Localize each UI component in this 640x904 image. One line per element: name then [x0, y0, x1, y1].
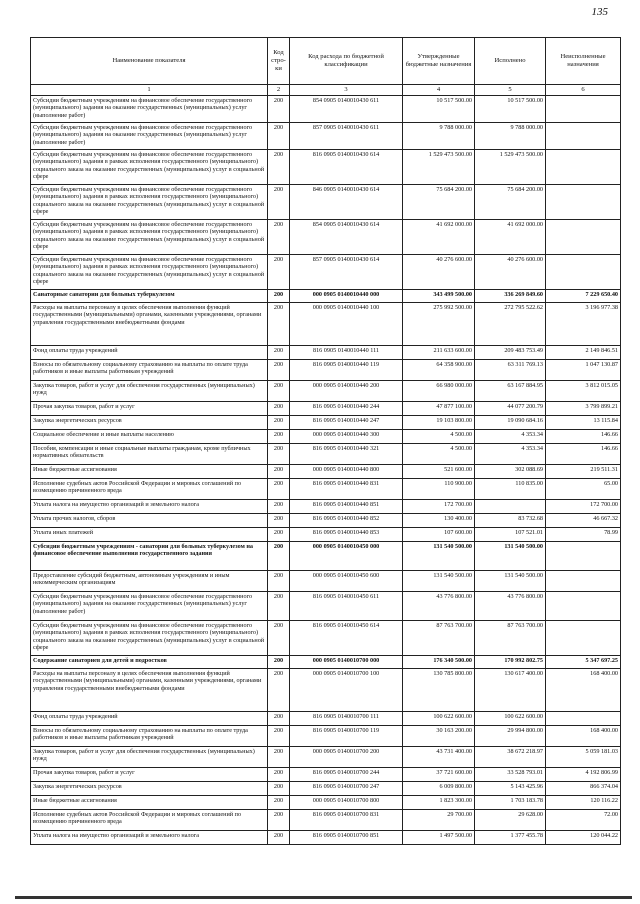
row-approved-amount: 172 700.00	[403, 500, 475, 514]
row-budget-code: 854 0905 0140010430 614	[290, 220, 403, 255]
row-budget-code: 816 0905 0140010700 247	[290, 782, 403, 796]
table-row	[31, 416, 621, 430]
row-budget-code: 816 0905 0140010700 119	[290, 726, 403, 747]
row-budget-code: 816 0905 0140010700 111	[290, 712, 403, 726]
row-approved-amount: 64 358 900.00	[403, 360, 475, 381]
table-row	[31, 303, 621, 346]
row-approved-amount: 87 763 700.00	[403, 621, 475, 656]
column-number: 4	[403, 85, 475, 96]
table-row	[31, 810, 621, 831]
row-line-code: 200	[268, 542, 290, 571]
row-line-code: 200	[268, 592, 290, 621]
table-row	[31, 96, 621, 123]
table-row	[31, 528, 621, 542]
row-name: Закупка товаров, работ и услуг для обеспечения государственных (муниципальных) нужд	[31, 747, 268, 768]
row-approved-amount: 47 877 100.00	[403, 402, 475, 416]
row-name: Прочая закупка товаров, работ и услуг	[31, 768, 268, 782]
row-unexecuted-amount: 1 047 130.87	[546, 360, 621, 381]
row-budget-code: 816 0905 0140010450 614	[290, 621, 403, 656]
row-line-code: 200	[268, 782, 290, 796]
row-line-code: 200	[268, 123, 290, 150]
row-approved-amount: 131 540 500.00	[403, 571, 475, 592]
row-executed-amount: 63 167 884.95	[475, 381, 546, 402]
row-approved-amount: 30 163 200.00	[403, 726, 475, 747]
row-line-code: 200	[268, 796, 290, 810]
row-line-code: 200	[268, 747, 290, 768]
row-budget-code: 000 0905 0140010450 600	[290, 571, 403, 592]
row-executed-amount: 10 517 500.00	[475, 96, 546, 123]
row-line-code: 200	[268, 290, 290, 303]
row-name: Закупка энергетических ресурсов	[31, 782, 268, 796]
row-approved-amount: 110 900.00	[403, 479, 475, 500]
row-name: Закупка энергетических ресурсов	[31, 416, 268, 430]
row-name: Субсидии бюджетным учреждениям на финансовое обеспечение государственного (муниципального) задания на оказание государственных (муниципальных) услуг (выполнение работ)	[31, 96, 268, 123]
row-name: Субсидии бюджетным учреждениям на финансовое обеспечение государственного (муниципального) задания в рамках исполнения государственного (муниципального) социального заказа на оказание государственных (муниципальных) услуг в социальной сфере	[31, 185, 268, 220]
table-header-row	[31, 38, 621, 85]
column-number: 3	[290, 85, 403, 96]
header-budget-code: Код расхода по бюджетной классификации	[290, 38, 403, 85]
row-unexecuted-amount	[546, 592, 621, 621]
row-budget-code: 846 0905 0140010430 614	[290, 185, 403, 220]
table-row	[31, 185, 621, 220]
row-name: Взносы по обязательному социальному страхованию на выплаты по оплате труда работников и иные выплаты работникам учреждений	[31, 360, 268, 381]
row-executed-amount: 1 703 183.78	[475, 796, 546, 810]
row-executed-amount: 4 353.34	[475, 444, 546, 465]
row-executed-amount: 38 672 218.97	[475, 747, 546, 768]
row-approved-amount: 131 540 500.00	[403, 542, 475, 571]
row-approved-amount: 100 622 600.00	[403, 712, 475, 726]
table-row	[31, 465, 621, 479]
row-budget-code: 000 0905 0140010440 200	[290, 381, 403, 402]
row-approved-amount: 211 633 600.00	[403, 346, 475, 360]
row-executed-amount: 29 994 800.00	[475, 726, 546, 747]
row-line-code: 200	[268, 621, 290, 656]
row-line-code: 200	[268, 726, 290, 747]
row-line-code: 200	[268, 416, 290, 430]
row-unexecuted-amount: 3 196 977.38	[546, 303, 621, 346]
row-executed-amount: 170 992 802.75	[475, 656, 546, 669]
table-row	[31, 542, 621, 571]
scan-bottom-edge	[15, 896, 632, 899]
table-row	[31, 444, 621, 465]
row-unexecuted-amount	[546, 96, 621, 123]
table-row	[31, 831, 621, 845]
row-name: Фонд оплаты труда учреждений	[31, 712, 268, 726]
row-approved-amount: 66 980 000.00	[403, 381, 475, 402]
row-budget-code: 816 0905 0140010440 111	[290, 346, 403, 360]
row-name: Исполнение судебных актов Российской Федерации и мировых соглашений по возмещению причиненного вреда	[31, 810, 268, 831]
row-unexecuted-amount: 3 812 015.05	[546, 381, 621, 402]
header-executed: Исполнено	[475, 38, 546, 85]
row-line-code: 200	[268, 465, 290, 479]
table-row	[31, 571, 621, 592]
row-budget-code: 816 0905 0140010450 611	[290, 592, 403, 621]
row-unexecuted-amount: 72.00	[546, 810, 621, 831]
row-line-code: 200	[268, 479, 290, 500]
row-line-code: 200	[268, 444, 290, 465]
row-name: Субсидии бюджетным учреждениям на финансовое обеспечение государственного (муниципального) задания в рамках исполнения государственного (муниципального) социального заказа на оказание государственных (муниципальных) услуг в социальной сфере	[31, 220, 268, 255]
row-approved-amount: 43 731 400.00	[403, 747, 475, 768]
row-executed-amount: 75 684 200.00	[475, 185, 546, 220]
row-unexecuted-amount: 5 059 181.03	[546, 747, 621, 768]
row-name: Социальное обеспечение и иные выплаты населению	[31, 430, 268, 444]
row-budget-code: 816 0905 0140010700 831	[290, 810, 403, 831]
row-budget-code: 000 0905 0140010440 100	[290, 303, 403, 346]
table-row	[31, 796, 621, 810]
row-approved-amount: 343 499 500.00	[403, 290, 475, 303]
header-code: Код стро-ки	[268, 38, 290, 85]
row-unexecuted-amount: 120 116.22	[546, 796, 621, 810]
table-row	[31, 123, 621, 150]
table-row	[31, 621, 621, 656]
row-executed-amount: 63 311 769.13	[475, 360, 546, 381]
row-budget-code: 816 0905 0140010440 853	[290, 528, 403, 542]
table-row	[31, 255, 621, 290]
row-name: Пособия, компенсации и иные социальные выплаты гражданам, кроме публичных нормативных обязательств	[31, 444, 268, 465]
row-approved-amount: 6 009 800.00	[403, 782, 475, 796]
row-unexecuted-amount: 866 374.04	[546, 782, 621, 796]
row-line-code: 200	[268, 712, 290, 726]
row-approved-amount: 4 500.00	[403, 444, 475, 465]
row-approved-amount: 521 600.00	[403, 465, 475, 479]
row-line-code: 200	[268, 571, 290, 592]
row-unexecuted-amount	[546, 571, 621, 592]
row-unexecuted-amount: 168 400.00	[546, 726, 621, 747]
row-name: Закупка товаров, работ и услуг для обеспечения государственных (муниципальных) нужд	[31, 381, 268, 402]
row-budget-code: 816 0905 0140010440 247	[290, 416, 403, 430]
column-number: 5	[475, 85, 546, 96]
row-name: Субсидии бюджетным учреждениям на финансовое обеспечение государственного (муниципального) задания в рамках исполнения государственного (муниципального) социального заказа на оказание государственных (муниципальных) услуг в социальной сфере	[31, 621, 268, 656]
row-budget-code: 816 0905 0140010440 321	[290, 444, 403, 465]
table-row	[31, 479, 621, 500]
row-executed-amount: 4 353.34	[475, 430, 546, 444]
row-name: Уплата иных платежей	[31, 528, 268, 542]
row-budget-code: 816 0905 0140010440 244	[290, 402, 403, 416]
row-unexecuted-amount: 120 044.22	[546, 831, 621, 845]
row-name: Фонд оплаты труда учреждений	[31, 346, 268, 360]
row-executed-amount: 272 795 522.62	[475, 303, 546, 346]
row-budget-code: 000 0905 0140010700 000	[290, 656, 403, 669]
row-executed-amount: 19 090 684.16	[475, 416, 546, 430]
row-approved-amount: 107 600.00	[403, 528, 475, 542]
row-name: Прочая закупка товаров, работ и услуг	[31, 402, 268, 416]
row-approved-amount: 176 340 500.00	[403, 656, 475, 669]
row-budget-code: 816 0905 0140010700 244	[290, 768, 403, 782]
row-name: Субсидии бюджетным учреждениям на финансовое обеспечение государственного (муниципального) задания на оказание государственных (муниципальных) услуг (выполнение работ)	[31, 123, 268, 150]
table-row	[31, 381, 621, 402]
row-name: Исполнение судебных актов Российской Федерации и мировых соглашений по возмещению причиненного вреда	[31, 479, 268, 500]
table-row	[31, 712, 621, 726]
row-executed-amount: 40 276 600.00	[475, 255, 546, 290]
row-executed-amount: 1 377 455.78	[475, 831, 546, 845]
row-name: Уплата прочих налогов, сборов	[31, 514, 268, 528]
row-budget-code: 816 0905 0140010440 119	[290, 360, 403, 381]
row-executed-amount: 87 763 700.00	[475, 621, 546, 656]
row-executed-amount: 41 692 000.00	[475, 220, 546, 255]
table-body	[31, 96, 621, 845]
row-name: Предоставление субсидий бюджетным, автономным учреждениям и иным некоммерческим организациям	[31, 571, 268, 592]
row-budget-code: 000 0905 0140010440 800	[290, 465, 403, 479]
row-approved-amount: 41 692 000.00	[403, 220, 475, 255]
row-approved-amount: 75 684 200.00	[403, 185, 475, 220]
table-row	[31, 514, 621, 528]
row-name: Взносы по обязательному социальному страхованию на выплаты по оплате труда работников и иные выплаты работникам учреждений	[31, 726, 268, 747]
row-line-code: 200	[268, 255, 290, 290]
header-name: Наименование показателя	[31, 38, 268, 85]
row-unexecuted-amount	[546, 185, 621, 220]
row-budget-code: 000 0905 0140010440 300	[290, 430, 403, 444]
page-number: 135	[591, 6, 608, 18]
row-line-code: 200	[268, 346, 290, 360]
table-row	[31, 782, 621, 796]
row-executed-amount: 131 540 500.00	[475, 542, 546, 571]
row-unexecuted-amount: 219 511.31	[546, 465, 621, 479]
row-line-code: 200	[268, 150, 290, 185]
row-approved-amount: 130 785 800.00	[403, 669, 475, 712]
row-unexecuted-amount: 2 149 846.51	[546, 346, 621, 360]
row-executed-amount: 33 528 793.01	[475, 768, 546, 782]
column-number: 6	[546, 85, 621, 96]
row-name: Санаторные санатории для больных туберкулезом	[31, 290, 268, 303]
row-executed-amount	[475, 500, 546, 514]
column-number-row	[31, 85, 621, 96]
row-name: Уплата налога на имущество организаций и земельного налога	[31, 500, 268, 514]
table-row	[31, 500, 621, 514]
table-row	[31, 747, 621, 768]
row-name: Субсидии бюджетным учреждениям - санатории для больных туберкулезом на финансовое обеспечение выполнения государственного задания	[31, 542, 268, 571]
column-number: 2	[268, 85, 290, 96]
row-executed-amount: 44 077 200.79	[475, 402, 546, 416]
row-executed-amount: 5 143 425.96	[475, 782, 546, 796]
row-executed-amount: 110 835.00	[475, 479, 546, 500]
row-budget-code: 000 0905 0140010450 000	[290, 542, 403, 571]
row-budget-code: 000 0905 0140010700 800	[290, 796, 403, 810]
row-budget-code: 857 0905 0140010430 614	[290, 255, 403, 290]
row-executed-amount: 100 622 600.00	[475, 712, 546, 726]
row-approved-amount: 37 721 600.00	[403, 768, 475, 782]
budget-execution-table	[30, 37, 621, 845]
table-row	[31, 768, 621, 782]
row-unexecuted-amount	[546, 255, 621, 290]
row-approved-amount: 275 992 500.00	[403, 303, 475, 346]
row-unexecuted-amount: 168 400.00	[546, 669, 621, 712]
row-budget-code: 816 0905 0140010440 851	[290, 500, 403, 514]
table-row	[31, 430, 621, 444]
row-unexecuted-amount: 46 667.32	[546, 514, 621, 528]
row-unexecuted-amount	[546, 712, 621, 726]
row-unexecuted-amount	[546, 123, 621, 150]
row-executed-amount: 302 088.69	[475, 465, 546, 479]
row-line-code: 200	[268, 768, 290, 782]
table-row	[31, 290, 621, 303]
table-row	[31, 220, 621, 255]
row-line-code: 200	[268, 381, 290, 402]
row-executed-amount: 131 540 500.00	[475, 571, 546, 592]
row-name: Содержание санаториев для детей и подростков	[31, 656, 268, 669]
row-unexecuted-amount: 65.00	[546, 479, 621, 500]
row-unexecuted-amount: 3 799 899.21	[546, 402, 621, 416]
row-executed-amount: 336 269 849.60	[475, 290, 546, 303]
row-executed-amount: 209 483 753.49	[475, 346, 546, 360]
row-line-code: 200	[268, 831, 290, 845]
row-unexecuted-amount: 13 115.84	[546, 416, 621, 430]
row-approved-amount: 9 788 000.00	[403, 123, 475, 150]
row-name: Субсидии бюджетным учреждениям на финансовое обеспечение государственного (муниципального) задания в рамках исполнения государственного (муниципального) социального заказа на оказание государственных (муниципальных) услуг в социальной сфере	[31, 255, 268, 290]
row-name: Субсидии бюджетным учреждениям на финансовое обеспечение государственного (муниципального) задания на оказание государственных (муниципальных) услуг (выполнение работ)	[31, 592, 268, 621]
header-approved: Утвержденные бюджетные назначения	[403, 38, 475, 85]
row-budget-code: 816 0905 0140010440 831	[290, 479, 403, 500]
row-unexecuted-amount	[546, 542, 621, 571]
row-line-code: 200	[268, 810, 290, 831]
row-budget-code: 857 0905 0140010430 611	[290, 123, 403, 150]
row-unexecuted-amount: 146.66	[546, 444, 621, 465]
row-budget-code: 000 0905 0140010440 000	[290, 290, 403, 303]
row-line-code: 200	[268, 430, 290, 444]
row-approved-amount: 4 500.00	[403, 430, 475, 444]
row-approved-amount: 19 103 800.00	[403, 416, 475, 430]
row-executed-amount: 107 521.01	[475, 528, 546, 542]
row-line-code: 200	[268, 360, 290, 381]
row-line-code: 200	[268, 656, 290, 669]
row-line-code: 200	[268, 500, 290, 514]
row-approved-amount: 40 276 600.00	[403, 255, 475, 290]
row-line-code: 200	[268, 402, 290, 416]
row-line-code: 200	[268, 220, 290, 255]
row-name: Уплата налога на имущество организаций и земельного налога	[31, 831, 268, 845]
row-name: Иные бюджетные ассигнования	[31, 465, 268, 479]
column-number: 1	[31, 85, 268, 96]
row-unexecuted-amount: 4 192 806.99	[546, 768, 621, 782]
row-approved-amount: 1 529 473 500.00	[403, 150, 475, 185]
row-line-code: 200	[268, 514, 290, 528]
row-unexecuted-amount: 146.66	[546, 430, 621, 444]
table-row	[31, 592, 621, 621]
row-executed-amount: 43 776 800.00	[475, 592, 546, 621]
row-unexecuted-amount: 172 700.00	[546, 500, 621, 514]
row-unexecuted-amount	[546, 621, 621, 656]
table-row	[31, 346, 621, 360]
row-unexecuted-amount	[546, 150, 621, 185]
table-row	[31, 150, 621, 185]
row-line-code: 200	[268, 96, 290, 123]
row-approved-amount: 1 497 500.00	[403, 831, 475, 845]
table-row	[31, 669, 621, 712]
row-executed-amount: 1 529 473 500.00	[475, 150, 546, 185]
row-line-code: 200	[268, 303, 290, 346]
row-unexecuted-amount	[546, 220, 621, 255]
row-line-code: 200	[268, 528, 290, 542]
row-budget-code: 000 0905 0140010700 200	[290, 747, 403, 768]
row-name: Расходы на выплаты персоналу в целях обеспечения выполнения функций государственными (муниципальными) органами, казенными учреждениями, органами управления государственными внебюджетными фондами	[31, 669, 268, 712]
table-row	[31, 656, 621, 669]
row-unexecuted-amount: 7 229 650.40	[546, 290, 621, 303]
row-budget-code: 816 0905 0140010440 852	[290, 514, 403, 528]
row-budget-code: 854 0905 0140010430 611	[290, 96, 403, 123]
row-approved-amount: 43 776 800.00	[403, 592, 475, 621]
row-executed-amount: 130 617 400.00	[475, 669, 546, 712]
row-approved-amount: 1 823 300.00	[403, 796, 475, 810]
row-executed-amount: 83 732.68	[475, 514, 546, 528]
row-approved-amount: 29 700.00	[403, 810, 475, 831]
header-unexecuted: Неисполненные назначения	[546, 38, 621, 85]
row-line-code: 200	[268, 185, 290, 220]
table-row	[31, 726, 621, 747]
row-budget-code: 000 0905 0140010700 100	[290, 669, 403, 712]
row-approved-amount: 130 400.00	[403, 514, 475, 528]
row-name: Расходы на выплаты персоналу в целях обеспечения выполнения функций государственными (муниципальными) органами, казенными учреждениями, органами управления государственными внебюджетными фондами	[31, 303, 268, 346]
table-row	[31, 360, 621, 381]
row-name: Иные бюджетные ассигнования	[31, 796, 268, 810]
row-executed-amount: 29 628.00	[475, 810, 546, 831]
table-row	[31, 402, 621, 416]
row-budget-code: 816 0905 0140010430 614	[290, 150, 403, 185]
row-budget-code: 816 0905 0140010700 851	[290, 831, 403, 845]
row-executed-amount: 9 788 000.00	[475, 123, 546, 150]
row-line-code: 200	[268, 669, 290, 712]
row-unexecuted-amount: 78.99	[546, 528, 621, 542]
row-name: Субсидии бюджетным учреждениям на финансовое обеспечение государственного (муниципального) задания в рамках исполнения государственного (муниципального) социального заказа на оказание государственных (муниципальных) услуг в социальной сфере	[31, 150, 268, 185]
row-approved-amount: 10 517 500.00	[403, 96, 475, 123]
row-unexecuted-amount: 5 347 697.25	[546, 656, 621, 669]
